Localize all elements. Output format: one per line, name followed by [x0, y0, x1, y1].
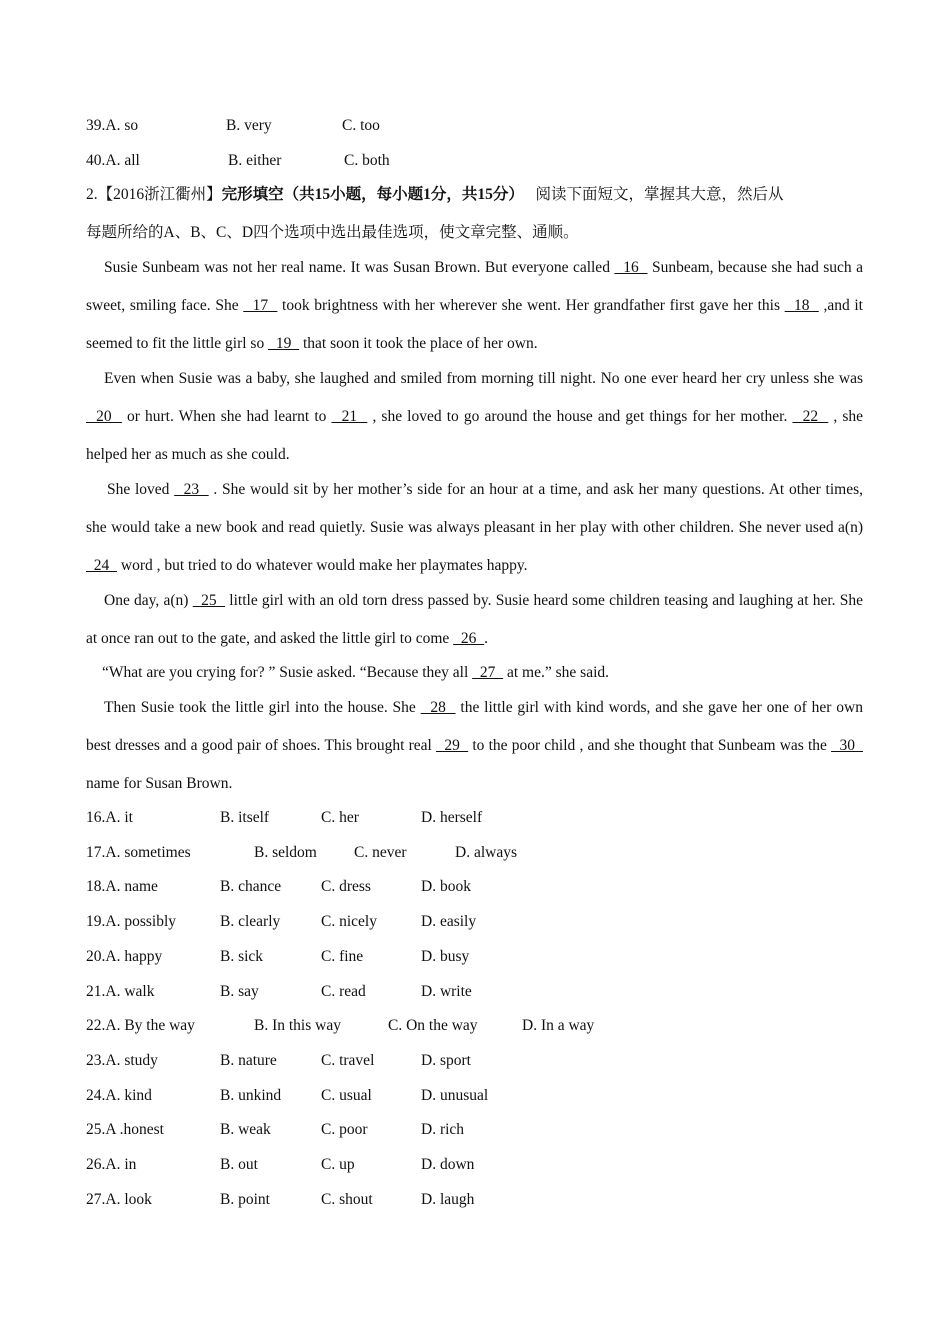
- option-b: B. weak: [220, 1121, 271, 1138]
- passage-text: took brightness with her wherever she went. Her grandfather first gave her this: [277, 297, 785, 314]
- option-b: B. itself: [220, 809, 270, 826]
- option-a: 40.A. all: [86, 152, 140, 169]
- blank-24: 24: [86, 557, 117, 574]
- option-b: B. chance: [220, 878, 282, 895]
- option-d: D. In a way: [522, 1017, 595, 1034]
- option-d: D. laugh: [421, 1191, 475, 1208]
- option-d: D. sport: [421, 1052, 471, 1069]
- blank-22: 22: [792, 408, 829, 425]
- option-d: D. book: [421, 878, 471, 895]
- option-a: 23.A. study: [86, 1052, 158, 1069]
- option-a: 22.A. By the way: [86, 1017, 195, 1034]
- option-a: 20.A. happy: [86, 948, 163, 965]
- passage-text: name for Susan Brown.: [86, 775, 233, 792]
- option-c: C. poor: [321, 1121, 368, 1138]
- option-c: C. shout: [321, 1191, 373, 1208]
- blank-26: 26: [453, 630, 485, 647]
- option-b: B. In this way: [254, 1017, 341, 1034]
- passage-text: .: [484, 630, 489, 647]
- option-a: 25.A .honest: [86, 1121, 164, 1138]
- passage-text: Susie Sunbeam was not her real name. It was Susan Brown. But everyone called: [104, 259, 615, 276]
- option-b: B. seldom: [254, 844, 317, 861]
- blank-23: 23: [174, 481, 209, 498]
- option-d: D. easily: [421, 913, 477, 930]
- passage-text: the little girl with kind words, and she gave her one of her own best dresses and a good pair of shoes. This brought real: [86, 699, 863, 754]
- section-instruction-2: 每题所给的A、B、C、D四个选项中选出最佳选项，使文章完整、通顺。: [86, 224, 579, 241]
- option-b: B. unkind: [220, 1087, 282, 1104]
- passage-text: at me.” she said.: [503, 664, 610, 681]
- option-c: C. never: [354, 844, 407, 861]
- option-c: C. both: [344, 152, 390, 169]
- option-d: D. unusual: [421, 1087, 489, 1104]
- passage-paragraph-3: [86, 471, 863, 585]
- blank-20: 20: [86, 408, 122, 425]
- option-c: C. On the way: [388, 1017, 478, 1034]
- passage-text: “What are you crying for? ” Susie asked. “Because they all: [102, 664, 473, 681]
- passage-paragraph-4: [86, 582, 863, 658]
- passage-text: . She would sit by her mother’s side for an hour at a time, and ask her many questions. At other times, she would take a new book and read quietly. Susie was always pleasant in her play with other children. She never used a(n): [86, 481, 863, 536]
- option-c: C. travel: [321, 1052, 375, 1069]
- option-c: C. her: [321, 809, 359, 826]
- option-a: 16.A. it: [86, 809, 133, 826]
- blank-19: 19: [268, 335, 300, 352]
- option-b: B. sick: [220, 948, 264, 965]
- passage-text: that soon it took the place of her own.: [299, 335, 538, 352]
- option-b: B. very: [226, 117, 272, 134]
- blank-28: 28: [420, 699, 456, 716]
- blank-30: 30: [831, 737, 863, 754]
- blank-29: 29: [435, 737, 469, 754]
- passage-text: , she loved to go around the house and get things for her mother.: [367, 408, 793, 425]
- blank-17: 17: [243, 297, 278, 314]
- option-a: 19.A. possibly: [86, 913, 176, 930]
- option-a: 21.A. walk: [86, 983, 155, 1000]
- passage-text: to the poor child , and she thought that Sunbeam was the: [468, 737, 832, 754]
- option-d: D. rich: [421, 1121, 465, 1138]
- option-a: 39.A. so: [86, 117, 139, 134]
- section-title: 完形填空（共15小题，每小题1分，共15分）: [221, 186, 524, 203]
- passage-text: One day, a(n): [104, 592, 193, 609]
- blank-16: 16: [614, 259, 648, 276]
- passage-text: or hurt. When she had learnt to: [121, 408, 332, 425]
- passage-text: Even when Susie was a baby, she laughed and smiled from morning till night. No one ever heard her cry unless she was: [104, 370, 863, 387]
- option-a: 17.A. sometimes: [86, 844, 191, 861]
- option-c: C. nicely: [321, 913, 377, 930]
- option-c: C. read: [321, 983, 366, 1000]
- blank-18: 18: [784, 297, 819, 314]
- blank-27: 27: [472, 664, 504, 681]
- option-d: D. write: [421, 983, 472, 1000]
- option-d: D. herself: [421, 809, 483, 826]
- blank-21: 21: [331, 408, 368, 425]
- option-d: D. down: [421, 1156, 475, 1173]
- option-c: C. dress: [321, 878, 371, 895]
- option-a: 18.A. name: [86, 878, 158, 895]
- section-prefix: 2.【2016浙江衢州】: [86, 186, 222, 203]
- option-d: D. busy: [421, 948, 470, 965]
- option-a: 26.A. in: [86, 1156, 137, 1173]
- option-c: C. fine: [321, 948, 364, 965]
- passage-text: ,and it seemed to fit the little girl so: [86, 297, 863, 352]
- passage-paragraph-6: [86, 689, 863, 803]
- passage-paragraph-5: [86, 654, 863, 692]
- passage-text: Then Susie took the little girl into the house. She: [104, 699, 421, 716]
- section-header: [86, 176, 863, 252]
- option-b: B. nature: [220, 1052, 277, 1069]
- option-b: B. clearly: [220, 913, 281, 930]
- option-b: B. either: [228, 152, 282, 169]
- option-b: B. out: [220, 1156, 258, 1173]
- option-a: 24.A. kind: [86, 1087, 152, 1104]
- passage-text: word , but tried to do whatever would make her playmates happy.: [117, 557, 528, 574]
- passage-paragraph-1: [86, 249, 863, 363]
- option-b: B. point: [220, 1191, 270, 1208]
- passage-text: She loved: [107, 481, 175, 498]
- option-d: D. always: [455, 844, 517, 861]
- section-instruction-1: 阅读下面短文，掌握其大意，然后从: [535, 186, 784, 203]
- option-c: C. up: [321, 1156, 355, 1173]
- option-c: C. usual: [321, 1087, 372, 1104]
- passage-text: , she helped her as much as she could.: [86, 408, 864, 463]
- blank-25: 25: [192, 592, 226, 609]
- passage-text: Sunbeam, because she had such a sweet, smiling face. She: [86, 259, 863, 314]
- option-a: 27.A. look: [86, 1191, 152, 1208]
- passage-paragraph-2: [86, 360, 863, 474]
- passage-text: little girl with an old torn dress passed by. Susie heard some children teasing and laughing at her. She at once ran out to the gate, and asked the little girl to come: [86, 592, 863, 647]
- option-b: B. say: [220, 983, 259, 1000]
- option-c: C. too: [342, 117, 380, 134]
